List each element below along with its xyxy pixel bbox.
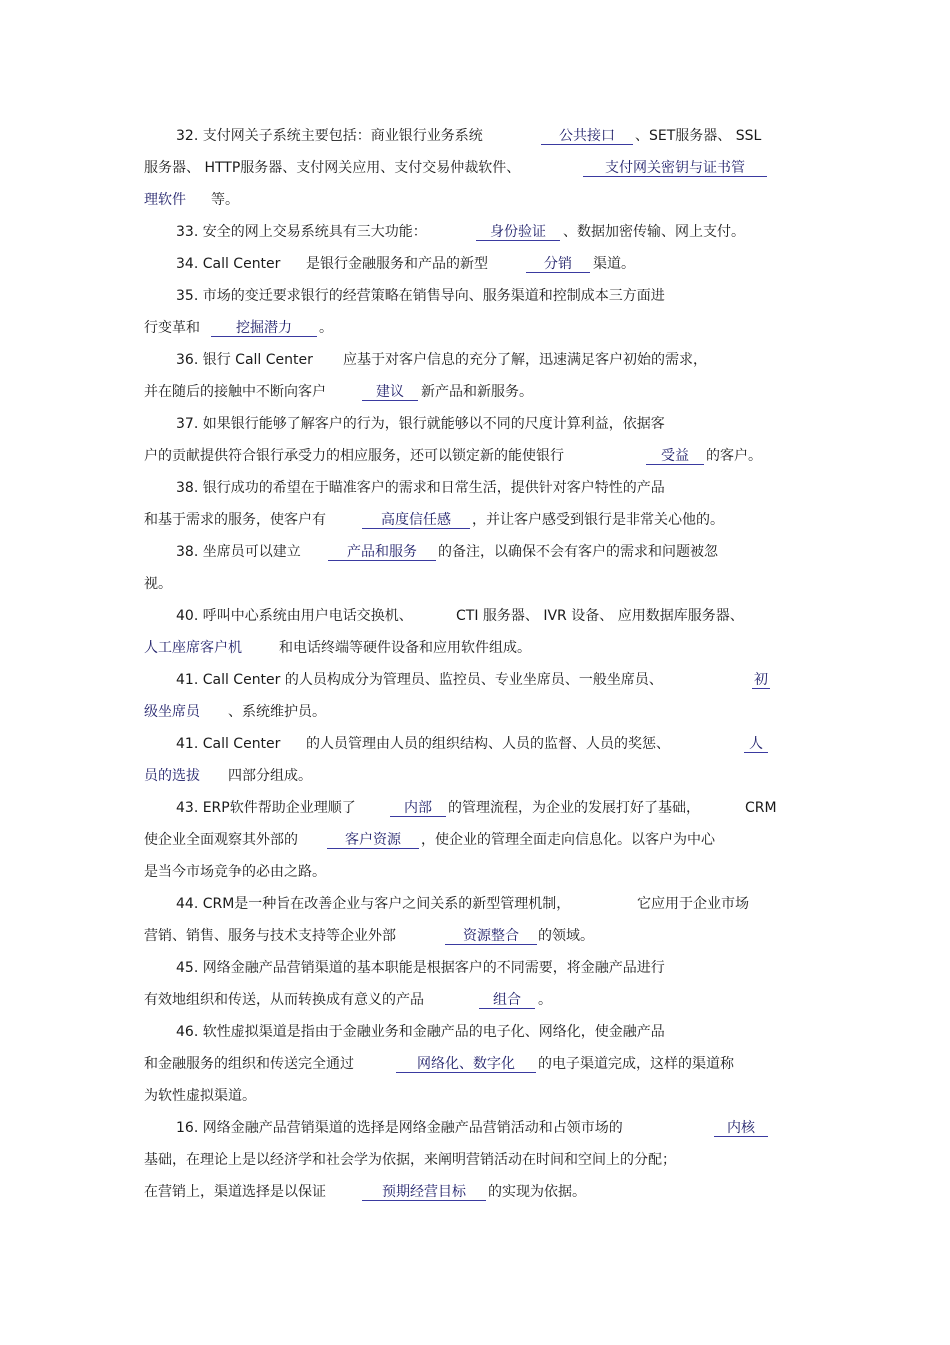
question-text: 行变革和 [144,320,200,336]
question-line: 理软件 等。 [0,189,950,211]
question-text: 等。 [211,192,239,208]
question-text: 41. Call Center [176,736,281,752]
answer-blank: 分销 [526,253,590,273]
question-text: 16. 网络金融产品营销渠道的选择是网络金融产品营销活动和占领市场的 [176,1120,623,1136]
question-line [0,797,950,819]
question-line [0,989,950,1011]
question-text: 和基于需求的服务，使客户有 [144,512,326,528]
question-text: 33. 安全的网上交易系统具有三大功能： [176,224,427,240]
answer-blank: 内核 [714,1117,768,1137]
question-text: ，使企业的管理全面走向信息化。以客户为中心 [421,832,715,848]
question-text: ，并让客户感受到银行是非常关心他的。 [472,512,724,528]
answer-blank: 受益 [646,445,704,465]
question-line [0,157,950,179]
question-line [0,893,950,915]
question-line [0,573,950,595]
question-text: 45. 网络金融产品营销渠道的基本职能是根据客户的不同需要，将金融产品进行 [176,960,665,976]
question-line [0,925,950,947]
question-line [0,1117,950,1139]
question-text: 和金融服务的组织和传送完全通过 [144,1056,354,1072]
question-line [0,669,950,691]
question-text: 38. 坐席员可以建立 [176,544,301,560]
question-text: 和电话终端等硬件设备和应用软件组成。 [279,640,531,656]
question-text: 的人员管理由人员的组织结构、人员的监督、人员的奖惩、 [306,736,670,752]
question-text: 的管理流程，为企业的发展打好了基础， [448,800,700,816]
question-text: CRM [745,800,777,816]
question-text: 在营销上，渠道选择是以保证 [144,1184,326,1200]
answer-blank: 人 [744,733,768,753]
answer-blank: 客户资源 [327,829,419,849]
question-text: 的领域。 [538,928,594,944]
question-text: 。 [538,992,552,1008]
question-line [0,317,950,339]
question-text: 是当今市场竞争的必由之路。 [144,864,326,880]
question-line: 级坐席员 、系统维护员。 [0,701,950,723]
question-text: 32. 支付网关子系统主要包括：商业银行业务系统 [176,128,483,144]
answer-blank: 产品和服务 [328,541,436,561]
answer-blank: 资源整合 [445,925,537,945]
question-line [0,509,950,531]
question-text: 为软性虚拟渠道。 [144,1088,256,1104]
question-text: 基础，在理论上是以经济学和社会学为依据，来阐明营销活动在时间和空间上的分配； [144,1152,676,1168]
question-text: 是银行金融服务和产品的新型 [306,256,488,272]
question-text: 四部分组成。 [228,768,312,784]
question-text: 、数据加密传输、网上支付。 [563,224,745,240]
question-line [0,253,950,275]
question-text: 36. 银行 Call Center [176,352,313,368]
question-text: 44. CRM是一种旨在改善企业与客户之间关系的新型管理机制， [176,896,571,912]
question-text: 、SET服务器、 SSL [635,128,762,144]
answer-blank: 支付网关密钥与证书管 [583,157,767,177]
question-line [0,1181,950,1203]
question-line [0,1053,950,1075]
question-text: 40. 呼叫中心系统由用户电话交换机、 [176,608,413,624]
answer-blank: 公共接口 [541,125,633,145]
question-text: 35. 市场的变迁要求银行的经营策略在销售导向、服务渠道和控制成本三方面进 [176,288,665,304]
question-text: 的实现为依据。 [488,1184,586,1200]
question-text: 38. 银行成功的希望在于瞄准客户的需求和日常生活，提供针对客户特性的产品 [176,480,665,496]
question-line [0,381,950,403]
answer-blank: 挖掘潜力 [211,317,317,337]
question-text: 。 [319,320,333,336]
question-line [0,413,950,435]
question-text: 37. 如果银行能够了解客户的行为，银行就能够以不同的尺度计算利益，依据客 [176,416,665,432]
question-text: 视。 [144,576,172,592]
question-text: 户的贡献提供符合银行承受力的相应服务，还可以锁定新的能使银行 [144,448,564,464]
question-line: 人工座席客户机 和电话终端等硬件设备和应用软件组成。 [0,637,950,659]
question-line [0,221,950,243]
question-line [0,829,950,851]
question-text: 46. 软性虚拟渠道是指由于金融业务和金融产品的电子化、网络化，使金融产品 [176,1024,665,1040]
question-line [0,477,950,499]
question-line [0,733,950,755]
question-text: 渠道。 [593,256,635,272]
question-text: CTI 服务器、 IVR 设备、 应用数据库服务器、 [456,608,744,624]
question-line [0,349,950,371]
question-text: 服务器、 HTTP服务器、支付网关应用、支付交易仲裁软件、 [144,160,521,176]
answer-blank: 建议 [362,381,418,401]
question-line: 员的选拔 四部分组成。 [0,765,950,787]
answer-blank: 高度信任感 [362,509,470,529]
question-text: 41. Call Center 的人员构成分为管理员、监控员、专业坐席员、一般坐席员、 [176,672,663,688]
answer-blank: 内部 [390,797,446,817]
question-text: 43. ERP软件帮助企业理顺了 [176,800,356,816]
answer-blank: 身份验证 [476,221,560,241]
question-text: 新产品和新服务。 [421,384,533,400]
answer-blank: 组合 [479,989,535,1009]
question-line [0,541,950,563]
answer-blank: 初 [752,669,770,689]
question-line [0,285,950,307]
question-line [0,125,950,147]
question-text: 营销、销售、服务与技术支持等企业外部 [144,928,396,944]
answer-blank: 预期经营目标 [362,1181,486,1201]
question-line [0,957,950,979]
question-text: 它应用于企业市场 [637,896,749,912]
question-text: 应基于对客户信息的充分了解，迅速满足客户初始的需求， [343,352,707,368]
answer-blank: 网络化、数字化 [396,1053,536,1073]
question-text: 的电子渠道完成，这样的渠道称 [538,1056,734,1072]
question-line [0,605,950,627]
question-line [0,445,950,467]
question-text: 有效地组织和传送，从而转换成有意义的产品 [144,992,424,1008]
question-text: 并在随后的接触中不断向客户 [144,384,326,400]
question-line [0,1085,950,1107]
question-text: 的客户。 [706,448,762,464]
question-text: 、系统维护员。 [228,704,326,720]
question-text: 34. Call Center [176,256,281,272]
question-line [0,1021,950,1043]
question-text: 的备注，以确保不会有客户的需求和问题被忽 [438,544,718,560]
question-text: 使企业全面观察其外部的 [144,832,298,848]
question-line [0,861,950,883]
question-line [0,1149,950,1171]
